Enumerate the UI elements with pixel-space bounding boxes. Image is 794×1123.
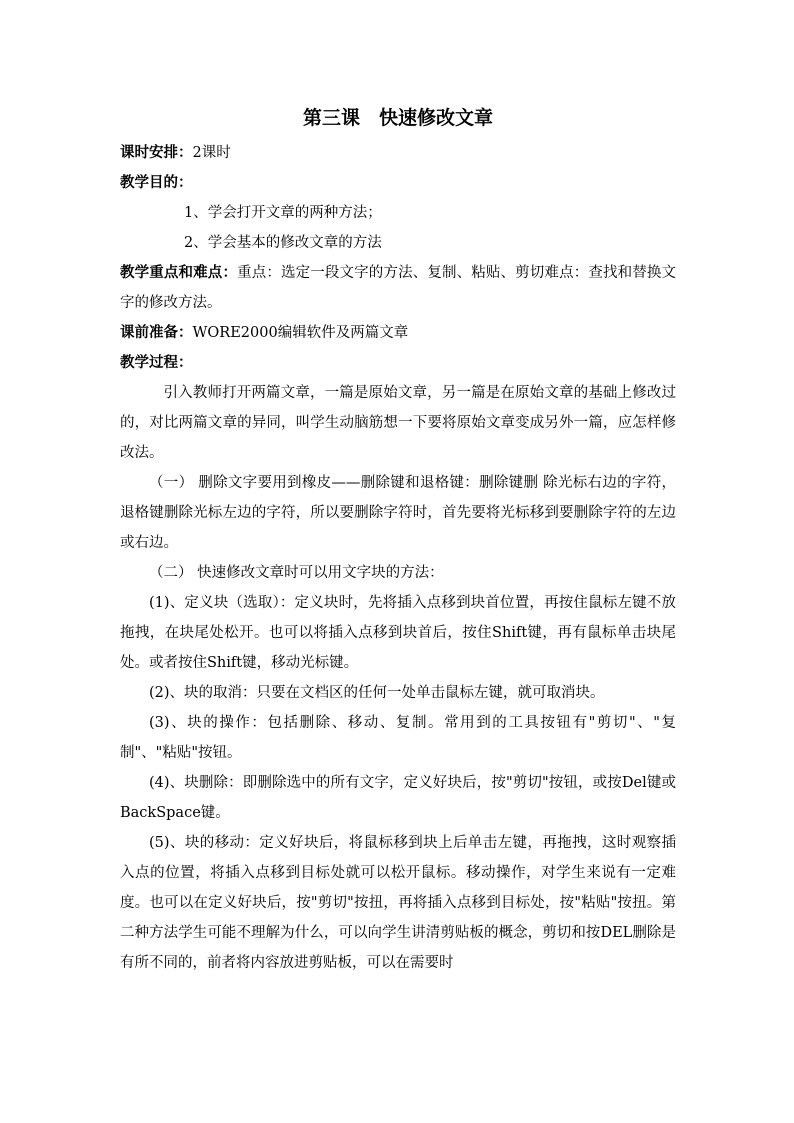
process-label: 教学过程： [120, 354, 193, 371]
focus-label: 教学重点和难点： [120, 264, 238, 281]
process-paragraph-cancel-block: (2)、块的取消：只要在文档区的任何一处单击鼠标左键，就可取消块。 [149, 685, 605, 701]
goal-item-1: 1、学会打开文章的两种方法； [184, 205, 382, 221]
schedule-value: 2课时 [192, 145, 231, 161]
process-paragraph-block-delete: (4)、块删除：即删除选中的所有文字，定义好块后，按"剪切"按钮，或按Del键或BackSpace键。 [120, 775, 676, 821]
process-paragraph-block-move: (5)、块的移动：定义好块后，将鼠标移到块上后单击左键，再拖拽，这时观察插入点的位置，将插入点移到目标处就可以松开鼠标。移动操作，对学生来说有一定难度。也可以在定义好块后，按"剪切"按扭，再将插入点移到目标处，按"粘贴"按扭。第二种方法学生可能不理解为什么，可以向学生讲清剪贴板的概念，剪切和按DEL删除是有所不同的，前者将内容放进剪贴板，可以在需要时 [120, 835, 676, 971]
prep-value: WORE2000编辑软件及两篇文章 [192, 325, 409, 341]
process-paragraph-block-method: （二） 快速修改文章时可以用文字块的方法： [149, 565, 444, 581]
schedule-line [120, 138, 676, 168]
process-paragraph-delete: （一） 删除文字要用到橡皮——删除键和退格键：删除键删 除光标右边的字符，退格键删除光标左边的字符，所以要删除字符时，首先要将光标移到要删除字符的左边或右边。 [120, 475, 676, 551]
process-paragraph-block-ops: (3)、块的操作：包括删除、移动、复制。常用到的工具按钮有"剪切"、"复制"、"粘贴"按钮。 [120, 715, 676, 761]
goal-item-2: 2、学会基本的修改文章的方法 [184, 235, 382, 251]
document-page [120, 100, 676, 978]
process-paragraph-define-block: (1)、定义块（选取）：定义块时，先将插入点移到块首位置，再按住鼠标左键不放拖拽，在块尾处松开。也可以将插入点移到块首后，按住Shift键，再有鼠标单击块尾处。或者按住Shift键，移动光标键。 [120, 595, 676, 671]
prep-line [120, 318, 676, 348]
lesson-title: 第三课 快速修改文章 [302, 107, 493, 129]
focus-value: 重点：选定一段文字的方法、复制、粘贴、剪切难点：查找和替换文字的修改方法。 [120, 265, 677, 311]
prep-label: 课前准备： [120, 324, 193, 341]
goals-label: 教学目的： [120, 174, 193, 191]
focus-line [120, 258, 676, 318]
process-paragraph-intro: 引入教师打开两篇文章，一篇是原始文章，另一篇是在原始文章的基础上修改过的，对比两篇文章的异同，叫学生动脑筋想一下要将原始文章变成另外一篇，应怎样修改法。 [120, 385, 676, 461]
schedule-label: 课时安排： [120, 144, 193, 161]
